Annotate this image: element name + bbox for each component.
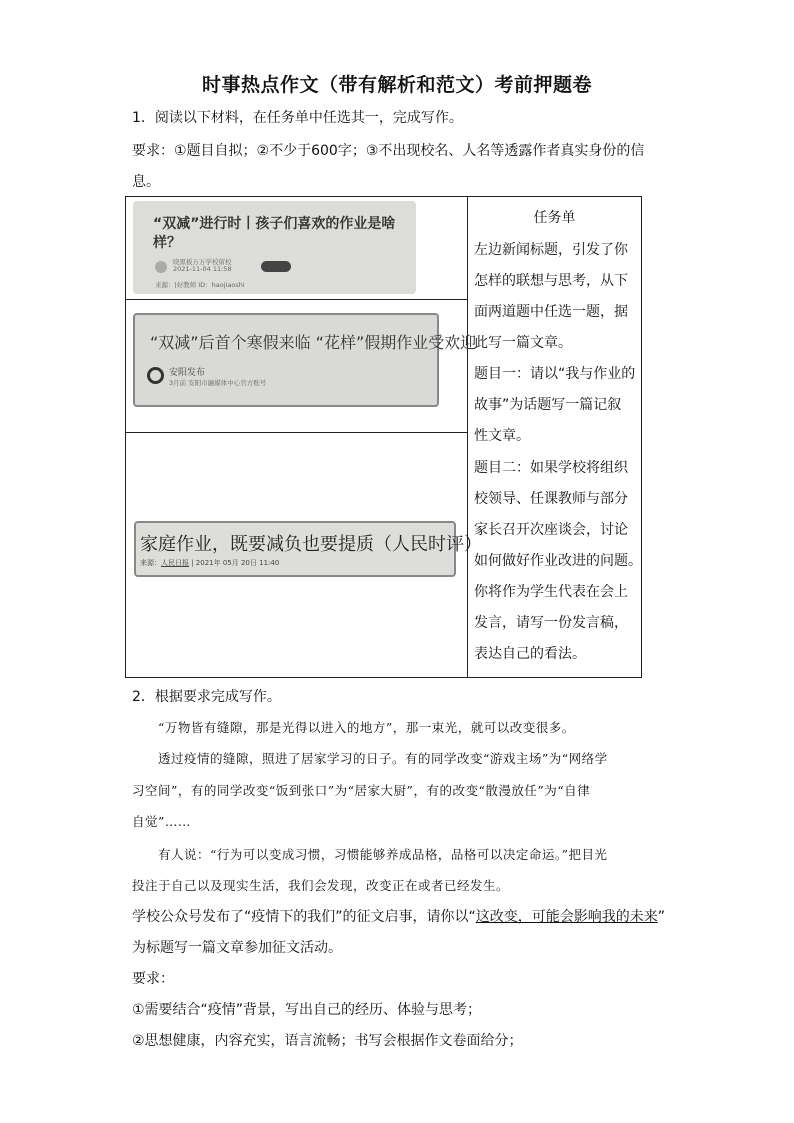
q2-paragraph1-line1: 透过疫情的缝隙，照进了居家学习的日子。有的同学改变“游戏主场”为“网络学 (158, 751, 608, 766)
task-list (468, 197, 641, 677)
task-line: 左边新闻标题，引发了你 (474, 242, 628, 258)
news-cell-3 (126, 433, 482, 677)
essay-title: 这改变，可能会影响我的未来 (475, 909, 658, 925)
q2-notice-line1: 学校公众号发布了“疫情下的我们”的征文启事，请你以“这改变，可能会影响我的未来” (132, 909, 666, 925)
task-line: 校领导、任课教师与部分 (474, 491, 628, 507)
task-line: 你将作为学生代表在会上 (474, 584, 628, 600)
q1-requirements-line1: 要求：①题目自拟；②不少于600字；③不出现校名、人名等透露作者真实身份的信 (132, 143, 645, 159)
task-line: 表达自己的看法。 (474, 646, 586, 662)
page-title: 时事热点作文（带有解析和范文）考前押题卷 (201, 74, 592, 96)
news-clip-image-2 (133, 313, 477, 407)
task-line: 故事”为话题写一篇记叙 (474, 397, 622, 413)
material-table (125, 196, 642, 678)
q2-paragraph2-line1: 有人说：“行为可以变成习惯，习惯能够养成品格，品格可以决定命运。”把目光 (158, 847, 608, 862)
q2-intro: 2．根据要求完成写作。 (132, 689, 281, 705)
news-clip-image-3 (134, 521, 482, 577)
q2-requirement-1: ①需要结合“疫情”背景，写出自己的经历、体验与思考； (132, 1002, 482, 1018)
q2-paragraph2-line2: 投注于自己以及现实生活，我们会发现，改变正在或者已经发生。 (132, 878, 510, 893)
news-cell-1 (126, 197, 467, 300)
q1-intro: 1．阅读以下材料，在任务单中任选其一，完成写作。 (132, 110, 463, 126)
news-clip-headline: “双减”进行时丨孩子们喜欢的作业是啥样？ (153, 216, 396, 251)
q2-requirement-2: ②思想健康，内容充实，语言流畅；书写会根据作文卷面给分； (132, 1033, 523, 1049)
task-line: 家长召开次座谈会，讨论 (474, 522, 628, 538)
news-clips-column (126, 197, 482, 677)
task-line: 性文章。 (474, 428, 530, 444)
news-clip-source: 来源：|好教师 ID：haojiaoshi (155, 281, 245, 289)
task-line: 面两道题中任选一题，据 (474, 304, 628, 320)
q2-requirements-label: 要求： (132, 971, 174, 987)
publisher-logo-icon (147, 367, 164, 384)
task-line: 如何做好作业改进的问题。 (474, 553, 642, 569)
task-line: 题目一：请以“我与作业的 (474, 366, 636, 382)
news-clip-headline: “双减”后首个寒假来临 “花样”假期作业受欢迎 (150, 333, 477, 352)
task-line: 怎样的联想与思考，从下 (474, 273, 628, 289)
account-subtitle: 3月前 安阳市融媒体中心官方账号 (169, 379, 267, 387)
q2-quote: “万物皆有缝隙，那是光得以进入的地方”，那一束光，就可以改变很多。 (158, 720, 575, 735)
task-line: 此写一篇文章。 (474, 335, 572, 351)
q2-paragraph1-line3: 自觉”…… (132, 814, 191, 829)
q2-notice-line2: 为标题写一篇文章参加征文活动。 (132, 940, 342, 956)
account-name: 安阳发布 (169, 368, 206, 378)
news-clip-meta: 来源：人民日报 | 2021年 05月 20日 11:40 (140, 559, 280, 567)
task-line: 题目二：如果学校将组织 (474, 460, 628, 476)
news-clip-image-1 (133, 201, 416, 294)
account-name: 晓黑板万万学校留校 2021-11-04 11:58 (173, 258, 232, 273)
follow-pill (261, 261, 291, 272)
q2-paragraph1-line2: 习空间”，有的同学改变“饭到张口”为“居家大厨”，有的改变“散漫放任”为“自律 (132, 783, 591, 798)
task-list-title: 任务单 (533, 210, 576, 226)
news-cell-2 (126, 300, 477, 433)
news-clip-headline: 家庭作业，既要减负也要提质（人民时评） (140, 534, 482, 555)
task-line: 发言，请写一份发言稿， (474, 615, 628, 631)
account-avatar (155, 261, 167, 273)
q1-requirements-line2: 息。 (132, 174, 160, 190)
